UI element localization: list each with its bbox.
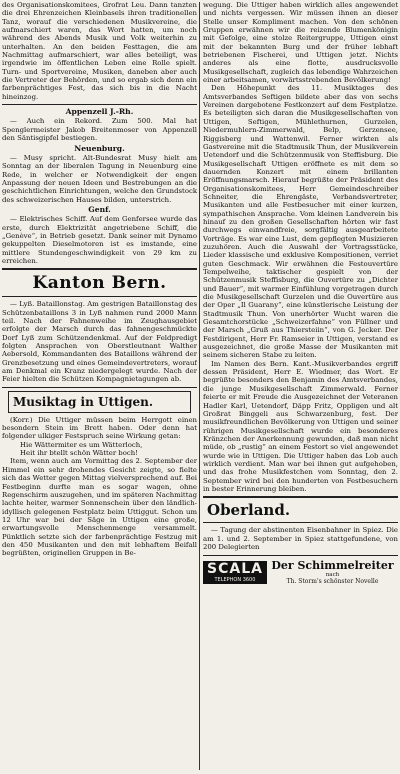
section-heading-kanton-bern: Kanton Bern. xyxy=(32,273,167,294)
article-basel-end: des Organisationskomitees, Grofrat Leu. Dann tanzten die drei Ehrenzeichen Kleinbasels ihren traditionellen Tanz, worauf die verschiedenen Musikvereine, die aufmarschiert waren, das Wort hatten, um noch während des Abends Musik und Volk weiterhin zu unterhalten. An den beiden Festtagen, die am Nachmittag aufmarschiert, war alles beteiligt, was irgendwie im öffentlichen Leben eine Rolle spielt. Turn- und Sportvereine, Musiken, daneben aber auch die Vertreter der Behörden, und so ergab sich denn ein farbenprächtiges Fest, das sich bis in die Nacht hineinzog. xyxy=(2,1,197,101)
section-heading-oberland: Oberland. xyxy=(207,501,291,520)
article-uttigen-body: Item, wenn auch am Vormittag des 2. September der Himmel ein sehr drohendes Gesicht zeigte, so fielte sich das Wetter gegen Mittag vielversprechend auf. Bei Festbeginn durfte man es sogar wagen, ohne Regenschirm auszugehen, und im späteren Nachmittag lachte heiter, warmer Sonnenschein über den ländlich-idyllisch gelegenen Festplatz beim Uttiggut. Schon um 12 Uhr war bei der Säge in Uttigen eine große, erwartungsvolle Menschenmenge versammelt. Pünktlich setzte sich der farbenprächtige Festzug mit den 450 Musikanten und den mit lebhaftem Beifall begrüßten, originellen Gruppen in Be- xyxy=(2,457,197,558)
divider xyxy=(2,296,197,297)
section-heading-neuenburg: Neuenburg. xyxy=(74,143,125,153)
section-heading-appenzell: Appenzell J.-Rh. xyxy=(65,107,134,117)
verse-line-2: Heit ihr btellt schön Wätter boch! xyxy=(20,449,138,458)
article-uttigen-concert: Den Höhepunkt des 11. Musiktages des Amtsverbandes Seftigen bildete aber das von sechs Vereinen dargebotene Festkonzert auf dem Festplatze. Es beteiligten sich daran die Musikgesellschaften von Uttigen, Seftigen, Mühlethurnen, Gurzelen, Niedermuhlern-Zimmerwald, Belp, Gerzensee, Riggisberg und Wattenwil. Ferner wirkten als Gastvereine mit die Stadtmusik Thun, der Musikverein Uetendorf und die Schützenmusik von Steffisburg. Die Musikgesellschaft Uttigen eröffnete es mit dem so dauernden Konzert mit einem brillanten Eröffnungsmarsch. Hierauf begrüßte der Präsident des Organisationskomitees, Herr Gemeindeschreiber Schneiter, die Ehrengäste, Verbandsvertreter, Musikanten und alle Festbesucher mit einer kurzen, sympathischen Ansprache. Vom kleinen Landverein bis hinauf zu den großen Gesellschaften hörten wir fast durchwegs einwandfreie, sorgfältig ausgearbeitete Vorträge. Es war eine Lust, dem gepflegten Musizieren zuzuhören. Auch die Auswahl der Vortragsstücke, Lieder klassische und exklusive Kompositionen, verriet guten Geschmack. Wir erwähnen die Festouvertüre Tempelweihe, taktischer gespielt von der Schützenmusik Steffisburg, die Ouvertüre zu „Dichter und Bauer“, mit warmer Einfühlung vorgetragen durch die Musikgesellschaft Gurzelen und die Ouvertüre aus der Oper „Il Guarany“, eine künstlerische Leistung der Stadtmusik Thun. Von unerhörter Wucht waren die Gesamtchorstücke „Schweizerfahne“ von Füllner und der Marsch „Gruß aus Thiersteiin“, von G. Jecker. Der Festdirigent, Herr Fr. Ramseier in Uttigen, verstand es ausgezeichnet, die große Masse der Musikanten mit seinem sicheren Stabe zu leiten. xyxy=(203,84,398,360)
ad-scala-box xyxy=(203,561,267,584)
section-heading-genf: Genf. xyxy=(88,204,111,214)
article-genf: — Elektrisches Schiff. Auf dem Genfersee wurde das erste, durch Elektrizität angetriebene Schiff, die „Genève“, in Betrieb gesetzt. Dank seiner mit Dynamo gekuppelten Dieselmotoren ist es imstande, eine mittlere Stundengeschwindigkeit von 29 km zu erreichen. xyxy=(2,215,197,265)
article-uttigen-intro: (Korr.) Die Uttiger müssen beim Herrgott einen besondern Stein im Brett haben. Oder denn hat folgender ulkiger Festspruch seine Wirkung getan: xyxy=(2,415,197,441)
ad-subtitle: Th. Storm's schönster Novelle xyxy=(286,578,379,586)
article-heading-box xyxy=(8,391,191,413)
ad-text xyxy=(267,559,398,585)
divider xyxy=(203,496,398,498)
column-divider xyxy=(199,2,200,770)
ad-nach: nach xyxy=(325,572,340,579)
column-left xyxy=(2,1,197,771)
ad-telephone: TELEPHON 3600 xyxy=(214,576,256,583)
article-appenzell: — Auch ein Rekord. Zum 500. Mal hat Spenglermeister Jakob Breitenmoser von Appenzell den Säntisgipfel bestiegen. xyxy=(2,117,197,143)
ad-scala-logo: SCALA xyxy=(207,560,263,577)
divider xyxy=(2,387,197,388)
verse-line-1: Hie Wättermiter es um Wätterloch, xyxy=(20,440,143,449)
article-uttigen-cont: wegung. Die Uttiger haben wirklich alles angewendet und nichts vergessen. Wir müssen ihnen an dieser Stelle unser Kompliment machen. Von den schönen Gruppen erwähnen wir die reizende Blumenkönigin mit Gefolge, eine stolze Reitergruppe, Uttigen einst mit der bekannten Burg und der früher lebhaft betriebenen Fischerei, und Uttigen jetzt. Nichts anderes als eine flotte, ausdrucksvolle Musikgesellschaft, zugleich das lebendige Wahrzeichen einer arbeitsamen, vorwärtsstrebenden Bevölkerung! xyxy=(203,1,398,85)
ad-film-title: Der Schimmelreiter xyxy=(271,559,394,573)
article-neuenburg: — Musy spricht. Alt-Bundesrat Musy hielt am Sonntag an der liberalen Tagung in Neuenburg eine Rede, in welcher er Notwendigkeit der engen Anpassung der neuen Ideen und Bestrebungen an die geschichtlichen Einrichtungen, welche den Grundstock des schweizerischen Hauses bilden, unterstrich. xyxy=(2,153,197,204)
article-heading-musiktag: Musiktag in Uttigen. xyxy=(13,394,154,409)
divider xyxy=(2,104,197,105)
column-right xyxy=(203,1,398,771)
article-uttigen-speech: Im Namen des Bern. Kant.-Musikverbandes ergriff dessen Präsident, Herr E. Wiedmer, das Wort. Er begrüßte besonders den Benjamin des Amtsverbandes, die junge Musikgesellschaft Zimmerwald. Ferner feierte er mit Freude die Ausgezeichnet der Veteranen Hadler Karl, Uetendorf, Däpp Fritz, Oppligen und alt Großrat Binggeli aus Schwarzenburg, fest. Der musikfreundlichen Bevölkerung von Uttigen und seiner rührigen Musikgesellschaft wurde ein besonderes Kränzchen der Anerkennung gewunden, daß man nicht müde, ob „rustig“ an einem Festort so viel angewendet wurde wie in Uttigen. Die Uttiger haben das Lob auch wirklich verdient. Man war bei ihnen gut aufgehoben, und das frohe Musikfestchen vom Sonntag, den 2. September wird bei den hunderten von Festbesuchern in bester Erinnerung bleiben. xyxy=(203,359,398,493)
divider xyxy=(2,268,197,270)
divider xyxy=(203,522,398,523)
advertisement xyxy=(203,555,398,585)
article-spiez: — Tagung der abstinenten Eisenbahner in Spiez. Die am 1. und 2. September in Spiez stattgefundene, von 200 Delegierten xyxy=(203,526,398,551)
article-lyss: — Lyß. Bataillonstag. Am gestrigen Bataillonstag des Schützenbataillons 3 in Lyß nahmen rund 2000 Mann teil. Nach der Fahnenweihe im Zeughausgebiet erfolgte der Marsch durch das fahnengeschmückte Dorf Lyß zum Schützendenkmal. Auf der Feldpredigt folgten Ansprachen von Oberstleutnant Walther Aebersold, Kommandanten des Bataillons während der Grenzbesetzung und eines Gemeindevertreters, worauf am Denkmal ein Kranz niedergelegt wurde. Nach der Feier hielten die Schützen Kompagnietagungen ab. xyxy=(2,300,197,384)
